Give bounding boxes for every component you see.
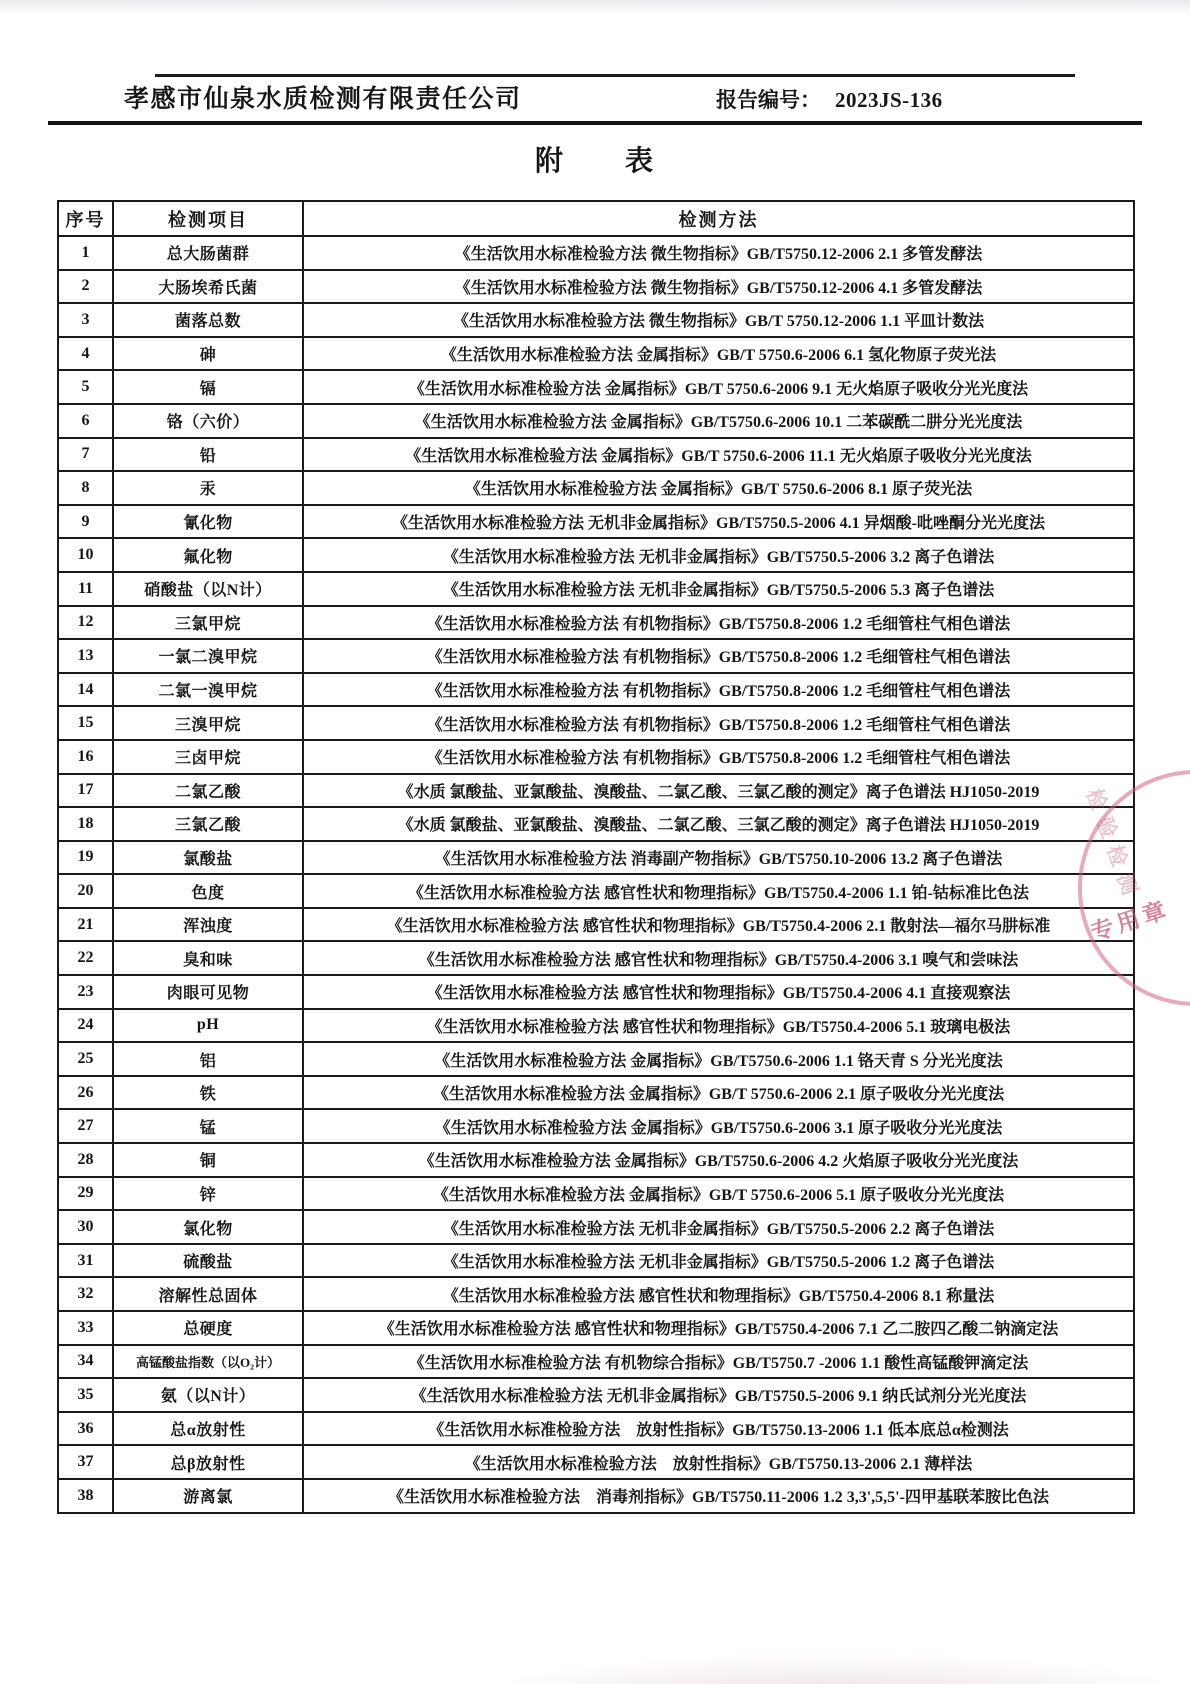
red-seal-lower-text: 专用章 bbox=[1087, 896, 1173, 946]
row-number: 5 bbox=[58, 370, 113, 404]
table-row bbox=[58, 908, 1134, 942]
test-item: 氰化物 bbox=[113, 505, 303, 539]
scan-artifact-bottom bbox=[480, 1654, 1190, 1684]
test-item: 溶解性总固体 bbox=[113, 1277, 303, 1311]
table-row bbox=[58, 1311, 1134, 1345]
table-row bbox=[58, 1210, 1134, 1244]
row-number: 17 bbox=[58, 774, 113, 808]
test-method: 《生活饮用水标准检验方法 有机物指标》GB/T5750.8-2006 1.2 毛细管柱气相色谱法 bbox=[303, 740, 1134, 774]
test-method: 《生活饮用水标准检验方法 消毒剂指标》GB/T5750.11-2006 1.2 3,3',5,5'-四甲基联苯胺比色法 bbox=[303, 1479, 1134, 1513]
test-item: 铜 bbox=[113, 1143, 303, 1177]
test-method: 《生活饮用水标准检验方法 金属指标》GB/T5750.6-2006 1.1 铬天青 S 分光光度法 bbox=[303, 1042, 1134, 1076]
test-item: 总大肠菌群 bbox=[113, 236, 303, 270]
table-row bbox=[58, 505, 1134, 539]
row-number: 25 bbox=[58, 1042, 113, 1076]
test-item: 臭和味 bbox=[113, 941, 303, 975]
table-row bbox=[58, 572, 1134, 606]
test-item: 铬（六价） bbox=[113, 404, 303, 438]
test-method: 《生活饮用水标准检验方法 金属指标》GB/T 5750.6-2006 5.1 原子吸收分光光度法 bbox=[303, 1177, 1134, 1211]
test-method: 《生活饮用水标准检验方法 感官性状和物理指标》GB/T5750.4-2006 5.1 玻璃电极法 bbox=[303, 1009, 1134, 1043]
row-number: 15 bbox=[58, 706, 113, 740]
test-item: 锰 bbox=[113, 1109, 303, 1143]
test-item: pH bbox=[113, 1009, 303, 1043]
table-row bbox=[58, 1009, 1134, 1043]
test-item: 游离氯 bbox=[113, 1479, 303, 1513]
test-item: 铅 bbox=[113, 438, 303, 472]
row-number: 16 bbox=[58, 740, 113, 774]
scan-artifact-top bbox=[0, 0, 1190, 14]
table-row bbox=[58, 606, 1134, 640]
row-number: 1 bbox=[58, 236, 113, 270]
table-row bbox=[58, 774, 1134, 808]
test-method: 《生活饮用水标准检验方法 有机物综合指标》GB/T5750.7 -2006 1.1 酸性高锰酸钾滴定法 bbox=[303, 1345, 1134, 1379]
test-item: 二氯乙酸 bbox=[113, 774, 303, 808]
table-row bbox=[58, 1076, 1134, 1110]
test-item: 砷 bbox=[113, 337, 303, 371]
row-number: 29 bbox=[58, 1177, 113, 1211]
test-method: 《生活饮用水标准检验方法 金属指标》GB/T5750.6-2006 3.1 原子吸收分光光度法 bbox=[303, 1109, 1134, 1143]
report-number bbox=[716, 84, 943, 114]
test-item: 铝 bbox=[113, 1042, 303, 1076]
test-item: 高锰酸盐指数（以O₂计） bbox=[113, 1345, 303, 1379]
table-row bbox=[58, 270, 1134, 304]
table-row bbox=[58, 1042, 1134, 1076]
table-row bbox=[58, 303, 1134, 337]
row-number: 38 bbox=[58, 1479, 113, 1513]
row-number: 7 bbox=[58, 438, 113, 472]
table-row bbox=[58, 1479, 1134, 1513]
test-method: 《生活饮用水标准检验方法 无机非金属指标》GB/T5750.5-2006 4.1 异烟酸-吡唑酮分光光度法 bbox=[303, 505, 1134, 539]
test-item: 汞 bbox=[113, 471, 303, 505]
row-number: 36 bbox=[58, 1412, 113, 1446]
test-method: 《生活饮用水标准检验方法 金属指标》GB/T 5750.6-2006 8.1 原子荧光法 bbox=[303, 471, 1134, 505]
test-method: 《水质 氯酸盐、亚氯酸盐、溴酸盐、二氯乙酸、三氯乙酸的测定》离子色谱法 HJ1050-2019 bbox=[303, 774, 1134, 808]
table-row bbox=[58, 807, 1134, 841]
test-method: 《生活饮用水标准检验方法 无机非金属指标》GB/T5750.5-2006 5.3 离子色谱法 bbox=[303, 572, 1134, 606]
table-row bbox=[58, 1378, 1134, 1412]
test-item: 氨（以N计） bbox=[113, 1378, 303, 1412]
row-number: 23 bbox=[58, 975, 113, 1009]
test-method: 《生活饮用水标准检验方法 有机物指标》GB/T5750.8-2006 1.2 毛细管柱气相色谱法 bbox=[303, 606, 1134, 640]
test-method: 《生活饮用水标准检验方法 感官性状和物理指标》GB/T5750.4-2006 7.1 乙二胺四乙酸二钠滴定法 bbox=[303, 1311, 1134, 1345]
row-number: 33 bbox=[58, 1311, 113, 1345]
table-row bbox=[58, 941, 1134, 975]
test-item: 镉 bbox=[113, 370, 303, 404]
table-header-row bbox=[58, 201, 1134, 236]
report-number-value: 2023JS-136 bbox=[835, 88, 943, 112]
table-row bbox=[58, 538, 1134, 572]
test-method: 《生活饮用水标准检验方法 消毒副产物指标》GB/T5750.10-2006 13.2 离子色谱法 bbox=[303, 841, 1134, 875]
table-row bbox=[58, 370, 1134, 404]
table-row bbox=[58, 1345, 1134, 1379]
test-item: 一氯二溴甲烷 bbox=[113, 639, 303, 673]
test-item: 总β放射性 bbox=[113, 1445, 303, 1479]
row-number: 18 bbox=[58, 807, 113, 841]
row-number: 30 bbox=[58, 1210, 113, 1244]
test-item: 硫酸盐 bbox=[113, 1244, 303, 1278]
row-number: 34 bbox=[58, 1345, 113, 1379]
row-number: 32 bbox=[58, 1277, 113, 1311]
test-method: 《生活饮用水标准检验方法 金属指标》GB/T 5750.6-2006 11.1 无火焰原子吸收分光光度法 bbox=[303, 438, 1134, 472]
header-top-rule bbox=[155, 74, 1075, 77]
test-method: 《生活饮用水标准检验方法 放射性指标》GB/T5750.13-2006 2.1 薄样法 bbox=[303, 1445, 1134, 1479]
table-row bbox=[58, 1445, 1134, 1479]
test-method: 《生活饮用水标准检验方法 有机物指标》GB/T5750.8-2006 1.2 毛细管柱气相色谱法 bbox=[303, 706, 1134, 740]
header-divider-rule bbox=[48, 121, 1142, 125]
table-row bbox=[58, 471, 1134, 505]
row-number: 14 bbox=[58, 673, 113, 707]
test-method: 《生活饮用水标准检验方法 有机物指标》GB/T5750.8-2006 1.2 毛细管柱气相色谱法 bbox=[303, 639, 1134, 673]
row-number: 28 bbox=[58, 1143, 113, 1177]
test-item: 色度 bbox=[113, 874, 303, 908]
test-method: 《生活饮用水标准检验方法 无机非金属指标》GB/T5750.5-2006 1.2 离子色谱法 bbox=[303, 1244, 1134, 1278]
report-number-label: 报告编号： bbox=[716, 88, 821, 112]
test-item: 三氯甲烷 bbox=[113, 606, 303, 640]
test-item: 锌 bbox=[113, 1177, 303, 1211]
table-row bbox=[58, 404, 1134, 438]
row-number: 3 bbox=[58, 303, 113, 337]
header-cell-no: 序号 bbox=[58, 201, 113, 236]
test-method: 《生活饮用水标准检验方法 金属指标》GB/T5750.6-2006 10.1 二苯碳酰二肼分光光度法 bbox=[303, 404, 1134, 438]
test-item: 肉眼可见物 bbox=[113, 975, 303, 1009]
test-method: 《生活饮用水标准检验方法 微生物指标》GB/T5750.12-2006 4.1 多管发酵法 bbox=[303, 270, 1134, 304]
table-row bbox=[58, 1277, 1134, 1311]
red-seal-upper-text: 检验检测 bbox=[1081, 785, 1146, 907]
test-method: 《生活饮用水标准检验方法 感官性状和物理指标》GB/T5750.4-2006 3.1 嗅气和尝味法 bbox=[303, 941, 1134, 975]
test-method: 《生活饮用水标准检验方法 感官性状和物理指标》GB/T5750.4-2006 8.1 称量法 bbox=[303, 1277, 1134, 1311]
row-number: 4 bbox=[58, 337, 113, 371]
test-item: 菌落总数 bbox=[113, 303, 303, 337]
test-methods-table bbox=[57, 200, 1135, 1514]
test-item: 铁 bbox=[113, 1076, 303, 1110]
test-item: 大肠埃希氏菌 bbox=[113, 270, 303, 304]
row-number: 24 bbox=[58, 1009, 113, 1043]
table-row bbox=[58, 1109, 1134, 1143]
test-method: 《生活饮用水标准检验方法 金属指标》GB/T 5750.6-2006 6.1 氢化物原子荧光法 bbox=[303, 337, 1134, 371]
test-item: 总硬度 bbox=[113, 1311, 303, 1345]
header-cell-method: 检测方法 bbox=[303, 201, 1134, 236]
row-number: 26 bbox=[58, 1076, 113, 1110]
test-method: 《生活饮用水标准检验方法 感官性状和物理指标》GB/T5750.4-2006 2.1 散射法—福尔马肼标准 bbox=[303, 908, 1134, 942]
table-row bbox=[58, 1177, 1134, 1211]
test-item: 氟化物 bbox=[113, 538, 303, 572]
test-method: 《生活饮用水标准检验方法 金属指标》GB/T 5750.6-2006 2.1 原子吸收分光光度法 bbox=[303, 1076, 1134, 1110]
test-method: 《生活饮用水标准检验方法 无机非金属指标》GB/T5750.5-2006 9.1 纳氏试剂分光光度法 bbox=[303, 1378, 1134, 1412]
row-number: 20 bbox=[58, 874, 113, 908]
test-method: 《生活饮用水标准检验方法 无机非金属指标》GB/T5750.5-2006 2.2 离子色谱法 bbox=[303, 1210, 1134, 1244]
row-number: 22 bbox=[58, 941, 113, 975]
test-item: 氯化物 bbox=[113, 1210, 303, 1244]
row-number: 8 bbox=[58, 471, 113, 505]
row-number: 11 bbox=[58, 572, 113, 606]
methods-table-body bbox=[58, 236, 1134, 1513]
test-item: 三氯乙酸 bbox=[113, 807, 303, 841]
table-row bbox=[58, 1412, 1134, 1446]
row-number: 2 bbox=[58, 270, 113, 304]
company-name: 孝感市仙泉水质检测有限责任公司 bbox=[124, 86, 522, 113]
row-number: 13 bbox=[58, 639, 113, 673]
test-method: 《生活饮用水标准检验方法 有机物指标》GB/T5750.8-2006 1.2 毛细管柱气相色谱法 bbox=[303, 673, 1134, 707]
row-number: 37 bbox=[58, 1445, 113, 1479]
table-row bbox=[58, 841, 1134, 875]
table-row bbox=[58, 236, 1134, 270]
table-row bbox=[58, 706, 1134, 740]
row-number: 21 bbox=[58, 908, 113, 942]
row-number: 31 bbox=[58, 1244, 113, 1278]
test-item: 三卤甲烷 bbox=[113, 740, 303, 774]
table-row bbox=[58, 740, 1134, 774]
table-row bbox=[58, 673, 1134, 707]
test-method: 《生活饮用水标准检验方法 感官性状和物理指标》GB/T5750.4-2006 1.1 铂-钴标准比色法 bbox=[303, 874, 1134, 908]
table-row bbox=[58, 337, 1134, 371]
test-method: 《水质 氯酸盐、亚氯酸盐、溴酸盐、二氯乙酸、三氯乙酸的测定》离子色谱法 HJ1050-2019 bbox=[303, 807, 1134, 841]
test-method: 《生活饮用水标准检验方法 感官性状和物理指标》GB/T5750.4-2006 4.1 直接观察法 bbox=[303, 975, 1134, 1009]
test-method: 《生活饮用水标准检验方法 放射性指标》GB/T5750.13-2006 1.1 低本底总α检测法 bbox=[303, 1412, 1134, 1446]
table-row bbox=[58, 874, 1134, 908]
test-item: 二氯一溴甲烷 bbox=[113, 673, 303, 707]
table-row bbox=[58, 1143, 1134, 1177]
table-row bbox=[58, 438, 1134, 472]
header-cell-item: 检测项目 bbox=[113, 201, 303, 236]
test-method: 《生活饮用水标准检验方法 微生物指标》GB/T 5750.12-2006 1.1 平皿计数法 bbox=[303, 303, 1134, 337]
test-item: 硝酸盐（以N计） bbox=[113, 572, 303, 606]
test-method: 《生活饮用水标准检验方法 金属指标》GB/T5750.6-2006 4.2 火焰原子吸收分光光度法 bbox=[303, 1143, 1134, 1177]
test-item: 氯酸盐 bbox=[113, 841, 303, 875]
test-item: 浑浊度 bbox=[113, 908, 303, 942]
row-number: 6 bbox=[58, 404, 113, 438]
row-number: 10 bbox=[58, 538, 113, 572]
table-row bbox=[58, 975, 1134, 1009]
table-row bbox=[58, 639, 1134, 673]
test-item: 三溴甲烷 bbox=[113, 706, 303, 740]
row-number: 35 bbox=[58, 1378, 113, 1412]
test-item: 总α放射性 bbox=[113, 1412, 303, 1446]
test-method: 《生活饮用水标准检验方法 微生物指标》GB/T5750.12-2006 2.1 多管发酵法 bbox=[303, 236, 1134, 270]
row-number: 27 bbox=[58, 1109, 113, 1143]
row-number: 9 bbox=[58, 505, 113, 539]
row-number: 19 bbox=[58, 841, 113, 875]
test-method: 《生活饮用水标准检验方法 无机非金属指标》GB/T5750.5-2006 3.2 离子色谱法 bbox=[303, 538, 1134, 572]
row-number: 12 bbox=[58, 606, 113, 640]
test-method: 《生活饮用水标准检验方法 金属指标》GB/T 5750.6-2006 9.1 无火焰原子吸收分光光度法 bbox=[303, 370, 1134, 404]
table-row bbox=[58, 1244, 1134, 1278]
page-title: 附 表 bbox=[534, 146, 655, 177]
